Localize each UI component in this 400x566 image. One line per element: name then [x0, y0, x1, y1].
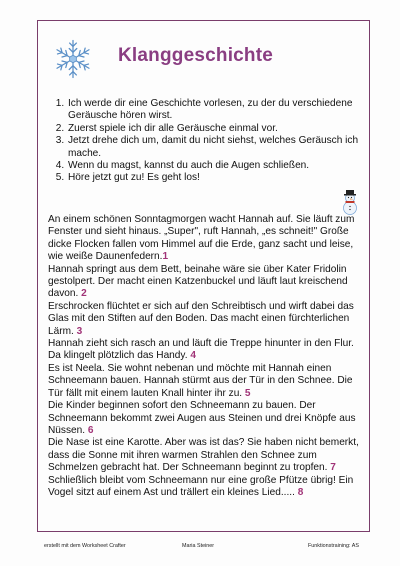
footer-author: Maria Steiner [182, 543, 215, 549]
story-sentence: An einem schönen Sonntagmorgen wacht Hannah auf. Sie läuft zum Fenster und sieht hinaus. „Super", ruft Hannah, „es schneit!" Große dicke Flocken fallen vom Himmel auf die Erde, ganz sacht und leise, wie weiße Daunenfedern. [48, 214, 355, 263]
story-sentence: Es ist Neela. Sie wohnt nebenan und möchte mit Hannah einen Schneemann bauen. Hannah stürmt aus der Tür in den Schnee. Die Tür fällt mit einem lauten Knall hinter ihr zu. [48, 362, 353, 399]
sound-number: 7 [330, 462, 336, 474]
story-sentence: Hannah zieht sich rasch an und läuft die Treppe hinunter in den Flur. Da klingelt plötzlich das Handy. [48, 338, 354, 362]
page-title: Klanggeschichte [118, 45, 274, 66]
footer-credit: erstellt mit dem Worksheet Crafter [44, 543, 126, 549]
sound-number: 4 [190, 350, 196, 362]
story-paragraph [48, 264, 366, 301]
story-sentence: Erschrocken flüchtet er sich auf den Schreibtisch und wirft dabei das Glas mit den Stiften auf den Boden. Das macht einen fürchterlichen Lärm. [48, 300, 354, 337]
snowflake-icon [52, 38, 94, 80]
story-paragraph [48, 338, 366, 363]
sound-number: 2 [81, 288, 87, 300]
story-paragraph [48, 214, 366, 264]
sound-number: 1 [162, 251, 169, 263]
sound-number: 6 [87, 424, 94, 436]
story-paragraph [48, 437, 366, 474]
instruction-item: 2. Zuerst spiele ich dir alle Geräusche einmal vor. [67, 123, 367, 135]
footer-course: Funktionstraining: AS [308, 543, 359, 549]
instruction-item: 4. Wenn du magst, kannst du auch die Augen schließen. [67, 160, 367, 172]
story-sentence: Schließlich bleibt vom Schneemann nur eine große Pfütze übrig! Ein Vogel sitzt auf einem Ast und trällert ein kleines Lied..... [48, 474, 354, 498]
story-text [48, 214, 366, 499]
sound-number: 5 [244, 387, 251, 399]
story-paragraph [48, 363, 366, 400]
story-sentence: Hannah springt aus dem Bett, beinahe wäre sie über Kater Fridolin gestolpert. Der macht einen Katzenbuckel und läuft laut kreischend davon. [48, 263, 348, 300]
story-paragraph [48, 475, 366, 500]
instruction-item: 3. Jetzt drehe dich um, damit du nicht siehst, welches Geräusch ich mache. [67, 135, 367, 160]
story-sentence: Die Kinder beginnen sofort den Schneemann zu bauen. Der Schneemann bekommt zwei Augen aus Steinen und drei Knöpfe aus Nüssen. [48, 400, 356, 436]
instruction-list [50, 98, 367, 185]
sound-number: 3 [76, 325, 83, 337]
story-sentence: Die Nase ist eine Karotte. Aber was ist das? Sie haben nicht bemerkt, dass die Sonne mit ihren warmen Strahlen den Schnee zum Schmelzen gebracht hat. Der Schneemann beginnt zu tropfen. [48, 437, 359, 474]
story-paragraph [48, 400, 366, 437]
instruction-item: 1. Ich werde dir eine Geschichte vorlesen, zu der du verschiedene Geräusche hören wirst. [67, 98, 367, 123]
snowman-icon [341, 188, 359, 216]
story-paragraph [48, 301, 366, 338]
sound-number: 8 [297, 486, 304, 498]
instruction-item: 5. Höre jetzt gut zu! Es geht los! [67, 172, 367, 184]
